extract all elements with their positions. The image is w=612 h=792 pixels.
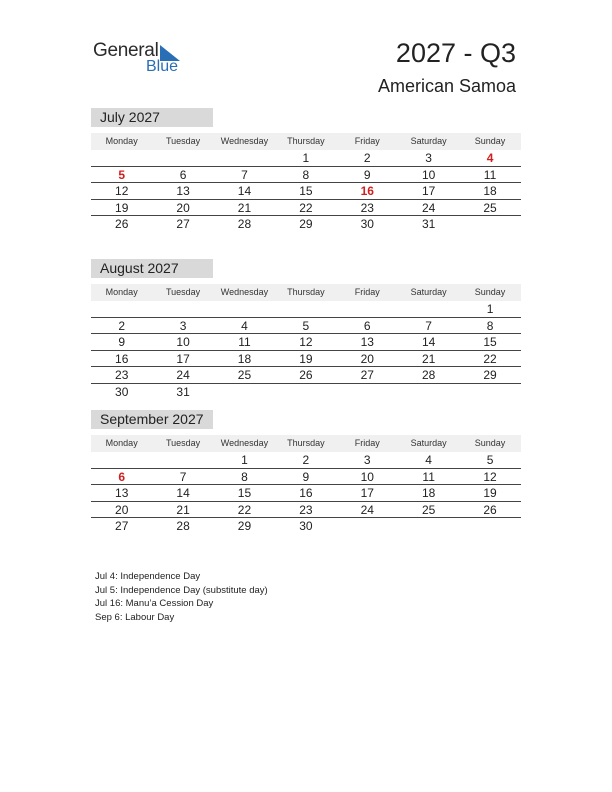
day-cell: 27	[115, 519, 129, 534]
week-row	[91, 167, 521, 184]
day-cell: 20	[360, 351, 374, 366]
week-row	[91, 351, 521, 368]
day-cell: 6	[179, 167, 187, 182]
day-cell: 7	[425, 318, 432, 333]
day-cell: 30	[115, 384, 129, 399]
day-cell: 28	[421, 368, 436, 383]
day-cell: 20	[176, 200, 190, 215]
weekday-label: Saturday	[410, 287, 447, 297]
day-cell: 31	[176, 384, 190, 399]
day-cell: 29	[299, 217, 313, 232]
day-cell: 2	[118, 318, 126, 333]
day-cell: 25	[237, 368, 252, 383]
day-cell: 24	[360, 502, 374, 517]
day-cell: 19	[483, 486, 497, 501]
weekday-label: Sunday	[474, 287, 506, 297]
day-cell: 5	[486, 453, 494, 467]
day-cell: 25	[483, 200, 497, 215]
day-cell: 14	[421, 335, 436, 350]
day-cell: 16	[360, 184, 374, 199]
week-row	[91, 216, 521, 233]
holiday-note: Jul 5: Independence Day (substitute day)	[95, 584, 268, 596]
day-cell: 5	[118, 167, 126, 182]
weekday-label: Friday	[354, 136, 380, 146]
day-cell: 18	[421, 486, 436, 501]
weekday-label: Sunday	[474, 136, 506, 146]
weekday-label: Friday	[354, 438, 380, 448]
month-grid	[91, 301, 521, 401]
day-cell: 12	[483, 469, 497, 484]
month-july	[91, 108, 521, 233]
day-cell: 16	[115, 351, 129, 366]
empty-day-cell	[459, 384, 520, 401]
day-cell: 1	[486, 302, 494, 316]
empty-day-cell	[152, 301, 213, 317]
week-row	[91, 183, 521, 200]
day-cell: 11	[238, 335, 251, 350]
day-cell: 29	[237, 519, 252, 534]
day-cell: 3	[179, 318, 187, 333]
day-cell: 5	[302, 318, 310, 333]
day-cell: 19	[299, 351, 313, 366]
day-cell: 24	[421, 200, 436, 215]
day-cell: 31	[421, 217, 436, 232]
day-cell: 8	[241, 469, 248, 484]
week-row	[91, 469, 521, 486]
empty-day-cell	[91, 150, 152, 166]
week-row	[91, 452, 521, 469]
day-cell: 10	[360, 469, 374, 484]
month-grid	[91, 452, 521, 535]
day-cell: 23	[115, 368, 129, 383]
day-cell: 6	[363, 318, 371, 333]
holiday-note: Sep 6: Labour Day	[95, 611, 175, 623]
day-cell: 4	[486, 151, 494, 165]
day-cell: 15	[483, 335, 497, 350]
day-cell: 25	[421, 502, 436, 517]
day-cell: 17	[421, 184, 436, 199]
weekday-header-row	[91, 435, 521, 452]
weekday-label: Wednesday	[220, 287, 269, 297]
empty-day-cell	[152, 150, 213, 166]
day-cell: 2	[363, 151, 371, 165]
day-cell: 30	[299, 519, 313, 534]
day-cell: 14	[237, 184, 252, 199]
weekday-label: Thursday	[287, 438, 325, 448]
logo	[93, 40, 193, 80]
day-cell: 13	[115, 486, 129, 501]
day-cell: 27	[360, 368, 374, 383]
day-cell: 12	[299, 335, 313, 350]
empty-day-cell	[275, 301, 336, 317]
day-cell: 15	[299, 184, 313, 199]
week-row	[91, 502, 521, 519]
logo-blue-text: Blue	[146, 58, 179, 75]
logo-general-text: General	[93, 40, 159, 61]
empty-day-cell	[337, 301, 398, 317]
week-row	[91, 301, 521, 318]
day-cell: 17	[360, 486, 374, 501]
weekday-label: Saturday	[410, 136, 447, 146]
empty-day-cell	[214, 301, 275, 317]
day-cell: 22	[299, 200, 313, 215]
weekday-label: Monday	[105, 287, 138, 297]
day-cell: 21	[237, 200, 252, 215]
day-cell: 6	[118, 469, 126, 484]
empty-day-cell	[275, 384, 336, 401]
weekday-label: Tuesday	[165, 438, 201, 448]
day-cell: 23	[299, 502, 313, 517]
empty-day-cell	[214, 150, 275, 166]
day-cell: 1	[241, 453, 248, 467]
month-label: September 2027	[91, 410, 213, 429]
day-cell: 8	[486, 318, 494, 333]
weekday-label: Monday	[105, 438, 138, 448]
weekday-label: Thursday	[287, 136, 325, 146]
day-cell: 4	[425, 453, 432, 467]
month-label: August 2027	[91, 259, 213, 278]
page-title: 2027 - Q3	[395, 38, 516, 68]
day-cell: 26	[483, 502, 497, 517]
day-cell: 22	[483, 351, 497, 366]
day-cell: 10	[176, 335, 190, 350]
day-cell: 21	[176, 502, 190, 517]
day-cell: 17	[176, 351, 190, 366]
holiday-note: Jul 4: Independence Day	[95, 571, 201, 582]
empty-day-cell	[459, 518, 520, 535]
empty-day-cell	[214, 384, 275, 401]
day-cell: 9	[118, 335, 126, 350]
weekday-label: Thursday	[287, 287, 325, 297]
day-cell: 3	[425, 151, 432, 165]
day-cell: 4	[241, 318, 248, 333]
empty-day-cell	[398, 301, 459, 317]
day-cell: 8	[302, 167, 310, 182]
month-grid	[91, 150, 521, 233]
day-cell: 7	[241, 167, 248, 182]
empty-day-cell	[337, 384, 398, 401]
day-cell: 18	[237, 351, 252, 366]
day-cell: 24	[176, 368, 190, 383]
empty-day-cell	[337, 518, 398, 535]
month-august	[91, 259, 521, 401]
day-cell: 27	[176, 217, 190, 232]
day-cell: 1	[302, 151, 310, 165]
weekday-header-row	[91, 133, 521, 150]
day-cell: 11	[483, 167, 497, 182]
month-label: July 2027	[91, 108, 213, 127]
day-cell: 18	[483, 184, 497, 199]
day-cell: 12	[115, 184, 129, 199]
day-cell: 28	[237, 217, 252, 232]
day-cell: 9	[363, 167, 371, 182]
day-cell: 11	[422, 469, 435, 484]
day-cell: 13	[360, 335, 374, 350]
weekday-label: Saturday	[410, 438, 447, 448]
day-cell: 26	[299, 368, 313, 383]
weekday-label: Wednesday	[220, 136, 269, 146]
week-row	[91, 485, 521, 502]
empty-day-cell	[152, 452, 213, 468]
day-cell: 2	[302, 453, 310, 467]
day-cell: 30	[360, 217, 374, 232]
day-cell: 14	[176, 486, 190, 501]
empty-day-cell	[398, 518, 459, 535]
day-cell: 3	[363, 453, 371, 467]
holiday-note: Jul 16: Manu’a Cession Day	[95, 598, 214, 609]
weekday-label: Friday	[354, 287, 380, 297]
weekday-label: Monday	[105, 136, 138, 146]
empty-day-cell	[459, 216, 520, 233]
day-cell: 21	[421, 351, 436, 366]
day-cell: 9	[302, 469, 310, 484]
day-cell: 13	[176, 184, 190, 199]
day-cell: 26	[115, 217, 129, 232]
page-subtitle: American Samoa	[377, 76, 516, 96]
day-cell: 23	[360, 200, 374, 215]
empty-day-cell	[91, 452, 152, 468]
week-row	[91, 518, 521, 535]
day-cell: 15	[237, 486, 252, 501]
empty-day-cell	[398, 384, 459, 401]
day-cell: 10	[421, 167, 436, 182]
week-row	[91, 200, 521, 217]
month-september	[91, 410, 521, 535]
day-cell: 16	[299, 486, 313, 501]
day-cell: 20	[115, 502, 129, 517]
empty-day-cell	[91, 301, 152, 317]
day-cell: 7	[179, 469, 187, 484]
weekday-label: Wednesday	[220, 438, 269, 448]
day-cell: 19	[115, 200, 129, 215]
day-cell: 29	[483, 368, 497, 383]
holiday-notes	[95, 570, 268, 624]
week-row	[91, 367, 521, 384]
week-row	[91, 318, 521, 335]
weekday-header-row	[91, 284, 521, 301]
week-row	[91, 150, 521, 167]
day-cell: 28	[176, 519, 190, 534]
weekday-label: Sunday	[474, 438, 506, 448]
weekday-label: Tuesday	[165, 136, 201, 146]
week-row	[91, 384, 521, 401]
week-row	[91, 334, 521, 351]
day-cell: 22	[237, 502, 252, 517]
weekday-label: Tuesday	[165, 287, 201, 297]
